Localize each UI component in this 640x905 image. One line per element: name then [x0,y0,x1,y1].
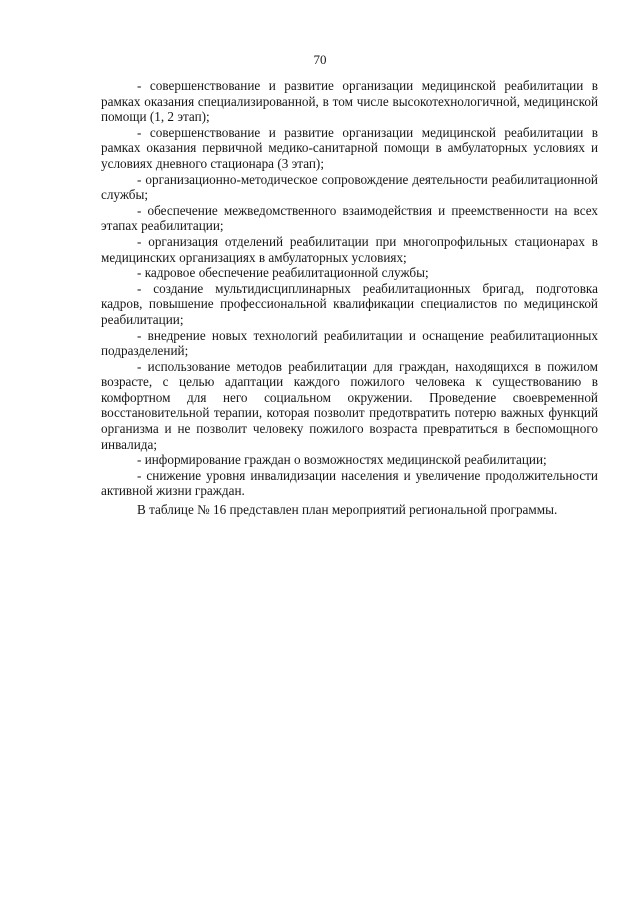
list-item-multidisciplinary-teams: - создание мультидисциплинарных реабилитационных бригад, подготовка кадров, повышение профессиональной квалификации специалистов по медицинской реабилитации; [101,280,598,327]
list-item-interagency-interaction: - обеспечение межведомственного взаимодействия и преемственности на всех этапах реабилитации; [101,202,598,234]
list-item-specialized-care-rehab: - совершенствование и развитие организации медицинской реабилитации в рамках оказания специализированной, в том числе высокотехнологичной, медицинской помощи (1, 2 этап); [101,78,598,125]
list-item-primary-care-rehab: - совершенствование и развитие организации медицинской реабилитации в рамках оказания первичной медико-санитарной помощи в амбулаторных условиях и условиях дневного стационара (3 этап); [101,124,598,171]
list-item-staffing: - кадровое обеспечение реабилитационной службы; [137,265,429,281]
closing-paragraph: В таблице № 16 представлен план мероприятий региональной программы. [137,502,558,518]
list-item-new-technologies: - внедрение новых технологий реабилитации и оснащение реабилитационных подразделений; [101,327,598,359]
list-item-disability-reduction: - снижение уровня инвалидизации населения и увеличение продолжительности активной жизни граждан. [101,467,598,499]
page-number: 70 [313,52,327,67]
list-item-elderly-rehab: - использование методов реабилитации для граждан, находящихся в пожилом возрасте, с целью адаптации каждого пожилого человека к существованию в комфортном для него социальном окружении. Проведение своевременной восстановительной терапии, которая позволит предотвратить потерю важных функций организма и не позволит человеку пожилого возраста превратиться в беспомощного инвалида; [101,358,598,452]
list-item-citizen-informing: - информирование граждан о возможностях медицинской реабилитации; [137,452,547,468]
list-item-methodological-support: - организационно-методическое сопровождение деятельности реабилитационной службы; [101,171,598,203]
list-item-rehab-departments: - организация отделений реабилитации при многопрофильных стационарах в медицинских организациях в амбулаторных условиях; [101,233,598,265]
document-body [101,78,598,518]
